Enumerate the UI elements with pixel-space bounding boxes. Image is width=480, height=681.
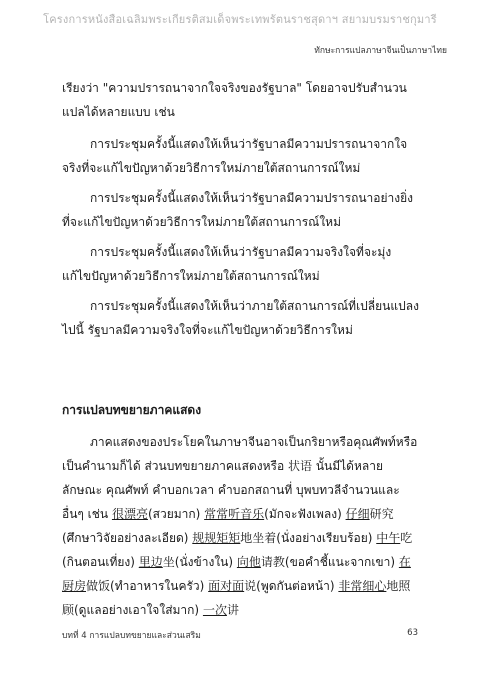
example-gloss: 讲 xyxy=(226,603,239,617)
example-chinese: 中午 xyxy=(376,531,401,545)
paragraph-6 xyxy=(62,430,420,622)
example-chinese: 在厨房 xyxy=(62,555,411,593)
paragraph-1: เรียงว่า "ความปรารถนาจากใจจริงของรัฐบาล" โดยอาจปรับสำนวนแปลได้หลายแบบ เช่น xyxy=(62,81,407,119)
page-number: 63 xyxy=(407,628,418,638)
example-chinese: 常常听音乐 xyxy=(204,507,265,521)
running-head: ทักษะการแปลภาษาจีนเป็นภาษาไทย xyxy=(314,46,447,56)
example-gloss: (มักจะฟังเพลง) xyxy=(264,507,346,521)
example-gloss: 说(พูดกันต่อหน้า) xyxy=(244,579,339,593)
example-chinese: 非常细心 xyxy=(338,579,387,593)
example-gloss: 地照顾(ดูแลอย่างเอาใจใส่มาก) xyxy=(62,579,411,617)
example-chinese: 一次 xyxy=(202,603,227,617)
example-chinese: 里边 xyxy=(138,555,163,569)
paragraph-5: การประชุมครั้งนี้แสดงให้เห็นว่าภายใต้สถานการณ์ที่เปลี่ยนแปลงไปนี้ รัฐบาลมีความจริงใจที่จะแก้ไขปัญหาด้วยวิธีการใหม่ xyxy=(62,299,419,337)
example-chinese: 规规矩矩 xyxy=(192,531,241,545)
series-title: โครงการหนังสือเฉลิมพระเกียรติสมเด็จพระเทพรัตนราชสุดาฯ สยามบรมราชกุมารี xyxy=(43,13,437,26)
example-chinese: 向他 xyxy=(236,555,261,569)
example-gloss: 地坐着(นั่งอย่างเรียบร้อย) xyxy=(240,531,377,545)
example-gloss: 吃(กินตอนเที่ยง) xyxy=(62,531,413,569)
paragraph-2: การประชุมครั้งนี้แสดงให้เห็นว่ารัฐบาลมีความปรารถนาจากใจจริงที่จะแก้ไขปัญหาด้วยวิธีการใหม่ภายใต้สถานการณ์ใหม่ xyxy=(62,137,408,175)
example-chinese: 仔细 xyxy=(345,507,370,521)
example-gloss: 请教(ขอคำชี้แนะจากเขา) xyxy=(260,555,399,569)
section-heading: การแปลบทขยายภาคแสดง xyxy=(62,403,202,417)
example-gloss: 做饭(ทำอาหารในครัว) xyxy=(86,579,209,593)
paragraph-4: การประชุมครั้งนี้แสดงให้เห็นว่ารัฐบาลมีความจริงใจที่จะมุ่งแก้ไขปัญหาด้วยวิธีการใหม่ภายใต้สถานการณ์ใหม่ xyxy=(62,245,392,283)
paragraph-3: การประชุมครั้งนี้แสดงให้เห็นว่ารัฐบาลมีความปรารถนาอย่างยิ่งที่จะแก้ไขปัญหาด้วยวิธีการใหม่ภายใต้สถานการณ์ใหม่ xyxy=(62,191,413,229)
example-chinese: 很漂亮 xyxy=(111,507,148,521)
footer-chapter: บทที่ 4 การแปลบทขยายและส่วนเสริม xyxy=(62,631,201,641)
paragraph-6-intro: ภาคแสดงของประโยคในภาษาจีนอาจเป็นกริยาหรือคุณศัพท์หรือเป็นคำนามก็ได้ ส่วนบทขยายภาคแสดงหรือ 状语 นั้นมีได้หลายลักษณะ คุณศัพท์ คำบอกเวลา คำบอกสถานที่ บุพบทวลีจำนวนและอื่นๆ เช่น xyxy=(62,435,418,521)
example-gloss: 研究(ศึกษาวิจัยอย่างละเอียด) xyxy=(62,507,394,545)
example-gloss: (สวยมาก) xyxy=(147,507,205,521)
example-chinese: 面对面 xyxy=(208,579,245,593)
example-gloss: 坐(นั่งข้างใน) xyxy=(162,555,237,569)
